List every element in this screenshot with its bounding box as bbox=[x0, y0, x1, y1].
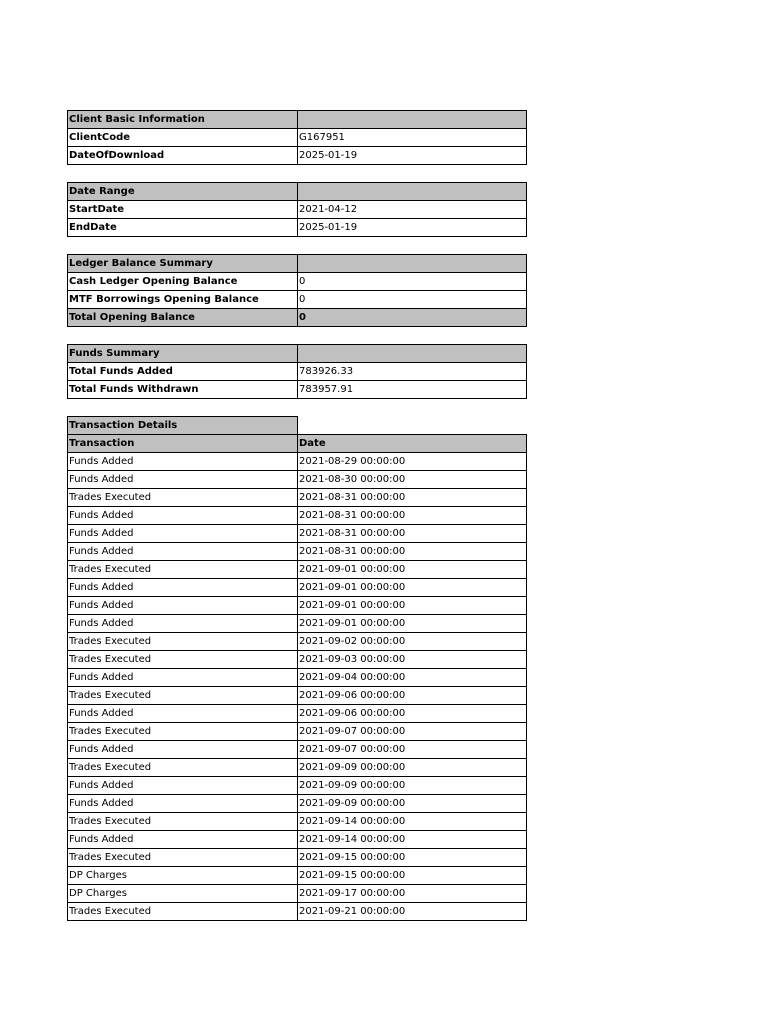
transaction-date-cell: 2021-09-04 00:00:00 bbox=[298, 669, 527, 687]
cash-ledger-row bbox=[68, 273, 527, 291]
total-funds-added-value: 783926.33 bbox=[298, 363, 527, 381]
transaction-type-cell: Trades Executed bbox=[68, 489, 298, 507]
date-of-download-row bbox=[68, 147, 527, 165]
transaction-type-cell: Funds Added bbox=[68, 453, 298, 471]
table-row bbox=[68, 507, 527, 525]
total-funds-withdrawn-label: Total Funds Withdrawn bbox=[68, 381, 298, 399]
transaction-type-cell: Funds Added bbox=[68, 741, 298, 759]
table-row bbox=[68, 903, 527, 921]
transaction-date-cell: 2021-09-06 00:00:00 bbox=[298, 705, 527, 723]
transaction-type-cell: Trades Executed bbox=[68, 687, 298, 705]
column-header-date: Date bbox=[298, 435, 527, 453]
table-row bbox=[68, 723, 527, 741]
client-info-header-value bbox=[298, 111, 527, 129]
table-row bbox=[68, 813, 527, 831]
client-info-header-row bbox=[68, 111, 527, 129]
start-date-row bbox=[68, 201, 527, 219]
transaction-date-cell: 2021-09-01 00:00:00 bbox=[298, 561, 527, 579]
client-info-table bbox=[67, 110, 527, 165]
transaction-date-cell: 2021-09-09 00:00:00 bbox=[298, 759, 527, 777]
end-date-row bbox=[68, 219, 527, 237]
transaction-type-cell: Trades Executed bbox=[68, 849, 298, 867]
transaction-type-cell: Funds Added bbox=[68, 579, 298, 597]
transaction-column-header-row bbox=[68, 435, 527, 453]
transaction-type-cell: Trades Executed bbox=[68, 723, 298, 741]
ledger-summary-header-value bbox=[298, 255, 527, 273]
transaction-date-cell: 2021-09-01 00:00:00 bbox=[298, 597, 527, 615]
table-row bbox=[68, 597, 527, 615]
transaction-date-cell: 2021-09-09 00:00:00 bbox=[298, 795, 527, 813]
column-header-transaction: Transaction bbox=[68, 435, 298, 453]
transaction-type-cell: Funds Added bbox=[68, 597, 298, 615]
total-funds-withdrawn-value: 783957.91 bbox=[298, 381, 527, 399]
transaction-date-cell: 2021-09-21 00:00:00 bbox=[298, 903, 527, 921]
funds-summary-header-value bbox=[298, 345, 527, 363]
table-row bbox=[68, 777, 527, 795]
total-opening-balance-label: Total Opening Balance bbox=[68, 309, 298, 327]
client-info-header-label: Client Basic Information bbox=[68, 111, 298, 129]
transaction-type-cell: Trades Executed bbox=[68, 633, 298, 651]
transaction-date-cell: 2021-08-30 00:00:00 bbox=[298, 471, 527, 489]
total-opening-balance-value: 0 bbox=[298, 309, 527, 327]
total-funds-added-row bbox=[68, 363, 527, 381]
cash-ledger-label: Cash Ledger Opening Balance bbox=[68, 273, 298, 291]
client-code-row bbox=[68, 129, 527, 147]
transaction-date-cell: 2021-09-09 00:00:00 bbox=[298, 777, 527, 795]
mtf-borrowings-value: 0 bbox=[298, 291, 527, 309]
table-row bbox=[68, 453, 527, 471]
transaction-date-cell: 2021-08-31 00:00:00 bbox=[298, 507, 527, 525]
total-funds-withdrawn-row bbox=[68, 381, 527, 399]
table-row bbox=[68, 471, 527, 489]
total-funds-added-label: Total Funds Added bbox=[68, 363, 298, 381]
funds-summary-header-row bbox=[68, 345, 527, 363]
transaction-type-cell: Trades Executed bbox=[68, 759, 298, 777]
table-row bbox=[68, 489, 527, 507]
mtf-borrowings-label: MTF Borrowings Opening Balance bbox=[68, 291, 298, 309]
transaction-type-cell: Funds Added bbox=[68, 615, 298, 633]
total-opening-balance-row bbox=[68, 309, 527, 327]
transaction-type-cell: Trades Executed bbox=[68, 813, 298, 831]
table-row bbox=[68, 687, 527, 705]
ledger-summary-header-row bbox=[68, 255, 527, 273]
transaction-date-cell: 2021-08-31 00:00:00 bbox=[298, 525, 527, 543]
end-date-value: 2025-01-19 bbox=[298, 219, 527, 237]
transaction-type-cell: Funds Added bbox=[68, 543, 298, 561]
client-code-label: ClientCode bbox=[68, 129, 298, 147]
transaction-date-cell: 2021-09-07 00:00:00 bbox=[298, 741, 527, 759]
table-row bbox=[68, 561, 527, 579]
table-row bbox=[68, 867, 527, 885]
transaction-type-cell: Funds Added bbox=[68, 777, 298, 795]
transaction-date-cell: 2021-09-07 00:00:00 bbox=[298, 723, 527, 741]
transaction-date-cell: 2021-09-03 00:00:00 bbox=[298, 651, 527, 669]
transaction-date-cell: 2021-09-14 00:00:00 bbox=[298, 813, 527, 831]
transaction-date-cell: 2021-09-15 00:00:00 bbox=[298, 849, 527, 867]
transaction-type-cell: Trades Executed bbox=[68, 903, 298, 921]
table-row bbox=[68, 633, 527, 651]
transaction-type-cell: Funds Added bbox=[68, 705, 298, 723]
table-row bbox=[68, 543, 527, 561]
transaction-date-cell: 2021-09-02 00:00:00 bbox=[298, 633, 527, 651]
transaction-type-cell: Funds Added bbox=[68, 471, 298, 489]
transaction-type-cell: DP Charges bbox=[68, 867, 298, 885]
cash-ledger-value: 0 bbox=[298, 273, 527, 291]
ledger-summary-table bbox=[67, 254, 527, 327]
transaction-section-title-row bbox=[68, 417, 527, 435]
transaction-type-cell: Funds Added bbox=[68, 507, 298, 525]
date-range-header-value bbox=[298, 183, 527, 201]
table-row bbox=[68, 669, 527, 687]
transaction-section-title: Transaction Details bbox=[68, 417, 298, 435]
transaction-details-table bbox=[67, 416, 527, 921]
funds-summary-table bbox=[67, 344, 527, 399]
table-row bbox=[68, 651, 527, 669]
ledger-summary-header-label: Ledger Balance Summary bbox=[68, 255, 298, 273]
date-of-download-value: 2025-01-19 bbox=[298, 147, 527, 165]
funds-summary-header-label: Funds Summary bbox=[68, 345, 298, 363]
table-row bbox=[68, 615, 527, 633]
transaction-type-cell: Trades Executed bbox=[68, 651, 298, 669]
client-code-value: G167951 bbox=[298, 129, 527, 147]
table-row bbox=[68, 705, 527, 723]
transaction-date-cell: 2021-09-01 00:00:00 bbox=[298, 615, 527, 633]
transaction-date-cell: 2021-09-01 00:00:00 bbox=[298, 579, 527, 597]
transaction-date-cell: 2021-09-15 00:00:00 bbox=[298, 867, 527, 885]
transaction-type-cell: Funds Added bbox=[68, 795, 298, 813]
date-of-download-label: DateOfDownload bbox=[68, 147, 298, 165]
transaction-type-cell: Trades Executed bbox=[68, 561, 298, 579]
transaction-type-cell: Funds Added bbox=[68, 525, 298, 543]
table-row bbox=[68, 831, 527, 849]
transaction-date-cell: 2021-08-29 00:00:00 bbox=[298, 453, 527, 471]
transaction-type-cell: DP Charges bbox=[68, 885, 298, 903]
transaction-date-cell: 2021-09-14 00:00:00 bbox=[298, 831, 527, 849]
table-row bbox=[68, 741, 527, 759]
table-row bbox=[68, 849, 527, 867]
table-row bbox=[68, 885, 527, 903]
table-row bbox=[68, 759, 527, 777]
date-range-header-row bbox=[68, 183, 527, 201]
transaction-date-cell: 2021-09-17 00:00:00 bbox=[298, 885, 527, 903]
transaction-type-cell: Funds Added bbox=[68, 669, 298, 687]
transaction-date-cell: 2021-08-31 00:00:00 bbox=[298, 489, 527, 507]
table-row bbox=[68, 579, 527, 597]
transaction-section-spacer bbox=[298, 417, 527, 435]
start-date-label: StartDate bbox=[68, 201, 298, 219]
transaction-rows bbox=[68, 453, 527, 921]
mtf-borrowings-row bbox=[68, 291, 527, 309]
table-row bbox=[68, 795, 527, 813]
date-range-header-label: Date Range bbox=[68, 183, 298, 201]
start-date-value: 2021-04-12 bbox=[298, 201, 527, 219]
transaction-date-cell: 2021-09-06 00:00:00 bbox=[298, 687, 527, 705]
table-row bbox=[68, 525, 527, 543]
date-range-table bbox=[67, 182, 527, 237]
transaction-date-cell: 2021-08-31 00:00:00 bbox=[298, 543, 527, 561]
end-date-label: EndDate bbox=[68, 219, 298, 237]
transaction-type-cell: Funds Added bbox=[68, 831, 298, 849]
